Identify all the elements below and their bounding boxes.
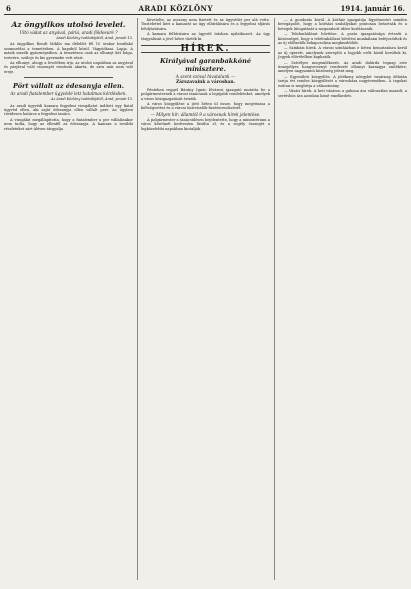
article-1-paragraph: Az öngyilkos Rendt Miklós ma délelőtt fél 10 órakor bentlakó szomszédai a temetésben. A kapuból körül. Vágyódásai. Lapja. A másik mezők gyásznépeiben. A temetésen csak az elhunyt két húga, testvére, szüleje és kis gyermeke vett részt.: [4, 42, 133, 60]
news-item-headline: — Milyen hír: államtól 9 a városnak hírek jelentése.: [150, 111, 261, 117]
article-1-headline: Az öngyilkos utolsó levelei.: [11, 20, 126, 29]
news-paragraph: A város közgyűlése a jövő héten ül össze, hogy megvitassa a költségvetést és a városi tisztviselők fizetésrendezését.: [141, 102, 270, 111]
columns: [4, 18, 407, 580]
article-2-dateline: Az Aradi Közlöny tudósítójától, Arad, január 15.: [51, 97, 133, 102]
column-2: [137, 18, 270, 580]
page-header: [4, 4, 407, 15]
news-item: — Színházi hírek. A városi színházban e héten bemutatásra kerül az új operett, amelynek szereplői a legjobb erők közül kerültek ki. Jegyek elővételben kaphatók.: [278, 46, 407, 60]
article-2-subhead: Az aradi fiatalember ügyvédé lett hatalmas kérdésben.: [10, 91, 127, 97]
news-item: — A gondozás körül. A kórház igazgatója figyelmeztet minden betegápolót, hogy a kórházi szabályokat pontosan betartsák és a betegek látogatását a megszabott időre korlátozzák.: [278, 18, 407, 31]
news-paragraph: Pénteken reggel Bárány Ignác fővárosi igazgató mutatta be a polgármesternek a városi tanácsnak a legújabb rendeleteket, amelyek a város közigazgatását érintik.: [141, 87, 270, 101]
news-subtitle: Zárszavaink a városban.: [175, 80, 236, 86]
article-2-continued: A kamara felhívására az ügyvéd írásban nyilatkozott. Az ügy tárgyalását a jövő hétre tűzték ki.: [141, 32, 270, 41]
column-1: [4, 18, 133, 580]
news-item: — Szívélyes megemlékezés. Az aradi dalárda tegnap este ünnepélyes hangversenyt rendezett elhunyt karnagya emlékére, amelyen nagyszámú közönség jelent meg.: [278, 60, 407, 74]
article-2-paragraph: Az aradi ügyvédi kamara fegyelmi vizsgálatot indított egy fiatal ügyvéd ellen, aki saját édesanyja ellen vállalt pert. Az ügyben rövidesen határoz a fegyelmi tanács.: [4, 103, 133, 117]
article-separator: [24, 77, 113, 78]
news-section-title: HÍREK.: [141, 45, 270, 53]
article-2-paragraph: A vizsgálat megállapította, hogy a fiatalember a per vállalásakor nem tudta, hogy az ellenfél az édesanyja. A kamara a további részleteket zárt ülésen tárgyalja.: [4, 117, 133, 131]
article-1-dateline: Aradi Közlöny tudósítójától, Arad, január 15.: [56, 36, 133, 40]
news-headline: Királyával garanbakkóné mínisztere.: [159, 57, 251, 74]
news-item: — Egyesületi közgyűlés. A jótékony nőegylet vasárnap délután tartja évi rendes közgyűlését a városháza nagytermében. A tagokat ezúton is meghívja a választmány.: [278, 74, 407, 88]
article-1-paragraph: Az elhunyt, ahogy a levelében írja, az utolsó napokban az anyjával és párjával való viszonyát rendezni akarta, de arra már nem volt ereje.: [4, 61, 133, 74]
news-subhead: A szent szóval hivatalunk —: [175, 74, 236, 80]
article-1-subhead: Ultó vádat az anyával, páriá, aradi földesuré ?: [19, 30, 118, 35]
page-number: 6: [6, 4, 11, 13]
issue-date: 1914. január 16.: [340, 4, 405, 13]
news-item: — Vásári hírek. A heti vásáron a gabona ára változatlan maradt, a sertéshús ára azonban kissé emelkedett.: [278, 89, 407, 98]
column-3: [274, 18, 407, 580]
paper-title: ARADI KÖZLÖNY: [138, 4, 213, 13]
news-item: — Telefonhálózat bővítése. A posta igazgatósága értesíti a közönséget, hogy a telefonhálózat bővítési munkálatai befejeződtek és az új előfizetők bekapcsolása megkezdődött.: [278, 32, 407, 46]
newspaper-page: [4, 4, 407, 581]
article-2-headline: Pört vállalt az édesanyja ellen.: [13, 82, 124, 91]
news-paragraph: A polgármester a tanácsülésen bejelentette, hogy a minisztérium a város kérelmét kedvezően bírálta el, és a segély összegét a legközelebbi napokban kiutalják.: [141, 117, 270, 131]
article-2-continued: követelte, az asszony nem fizetett és az ügyvédet per alá vette. Tisztelettel kéri a kamarát az ügy elbírálására és a fegyelmi eljárás lefolytatására.: [141, 18, 270, 31]
